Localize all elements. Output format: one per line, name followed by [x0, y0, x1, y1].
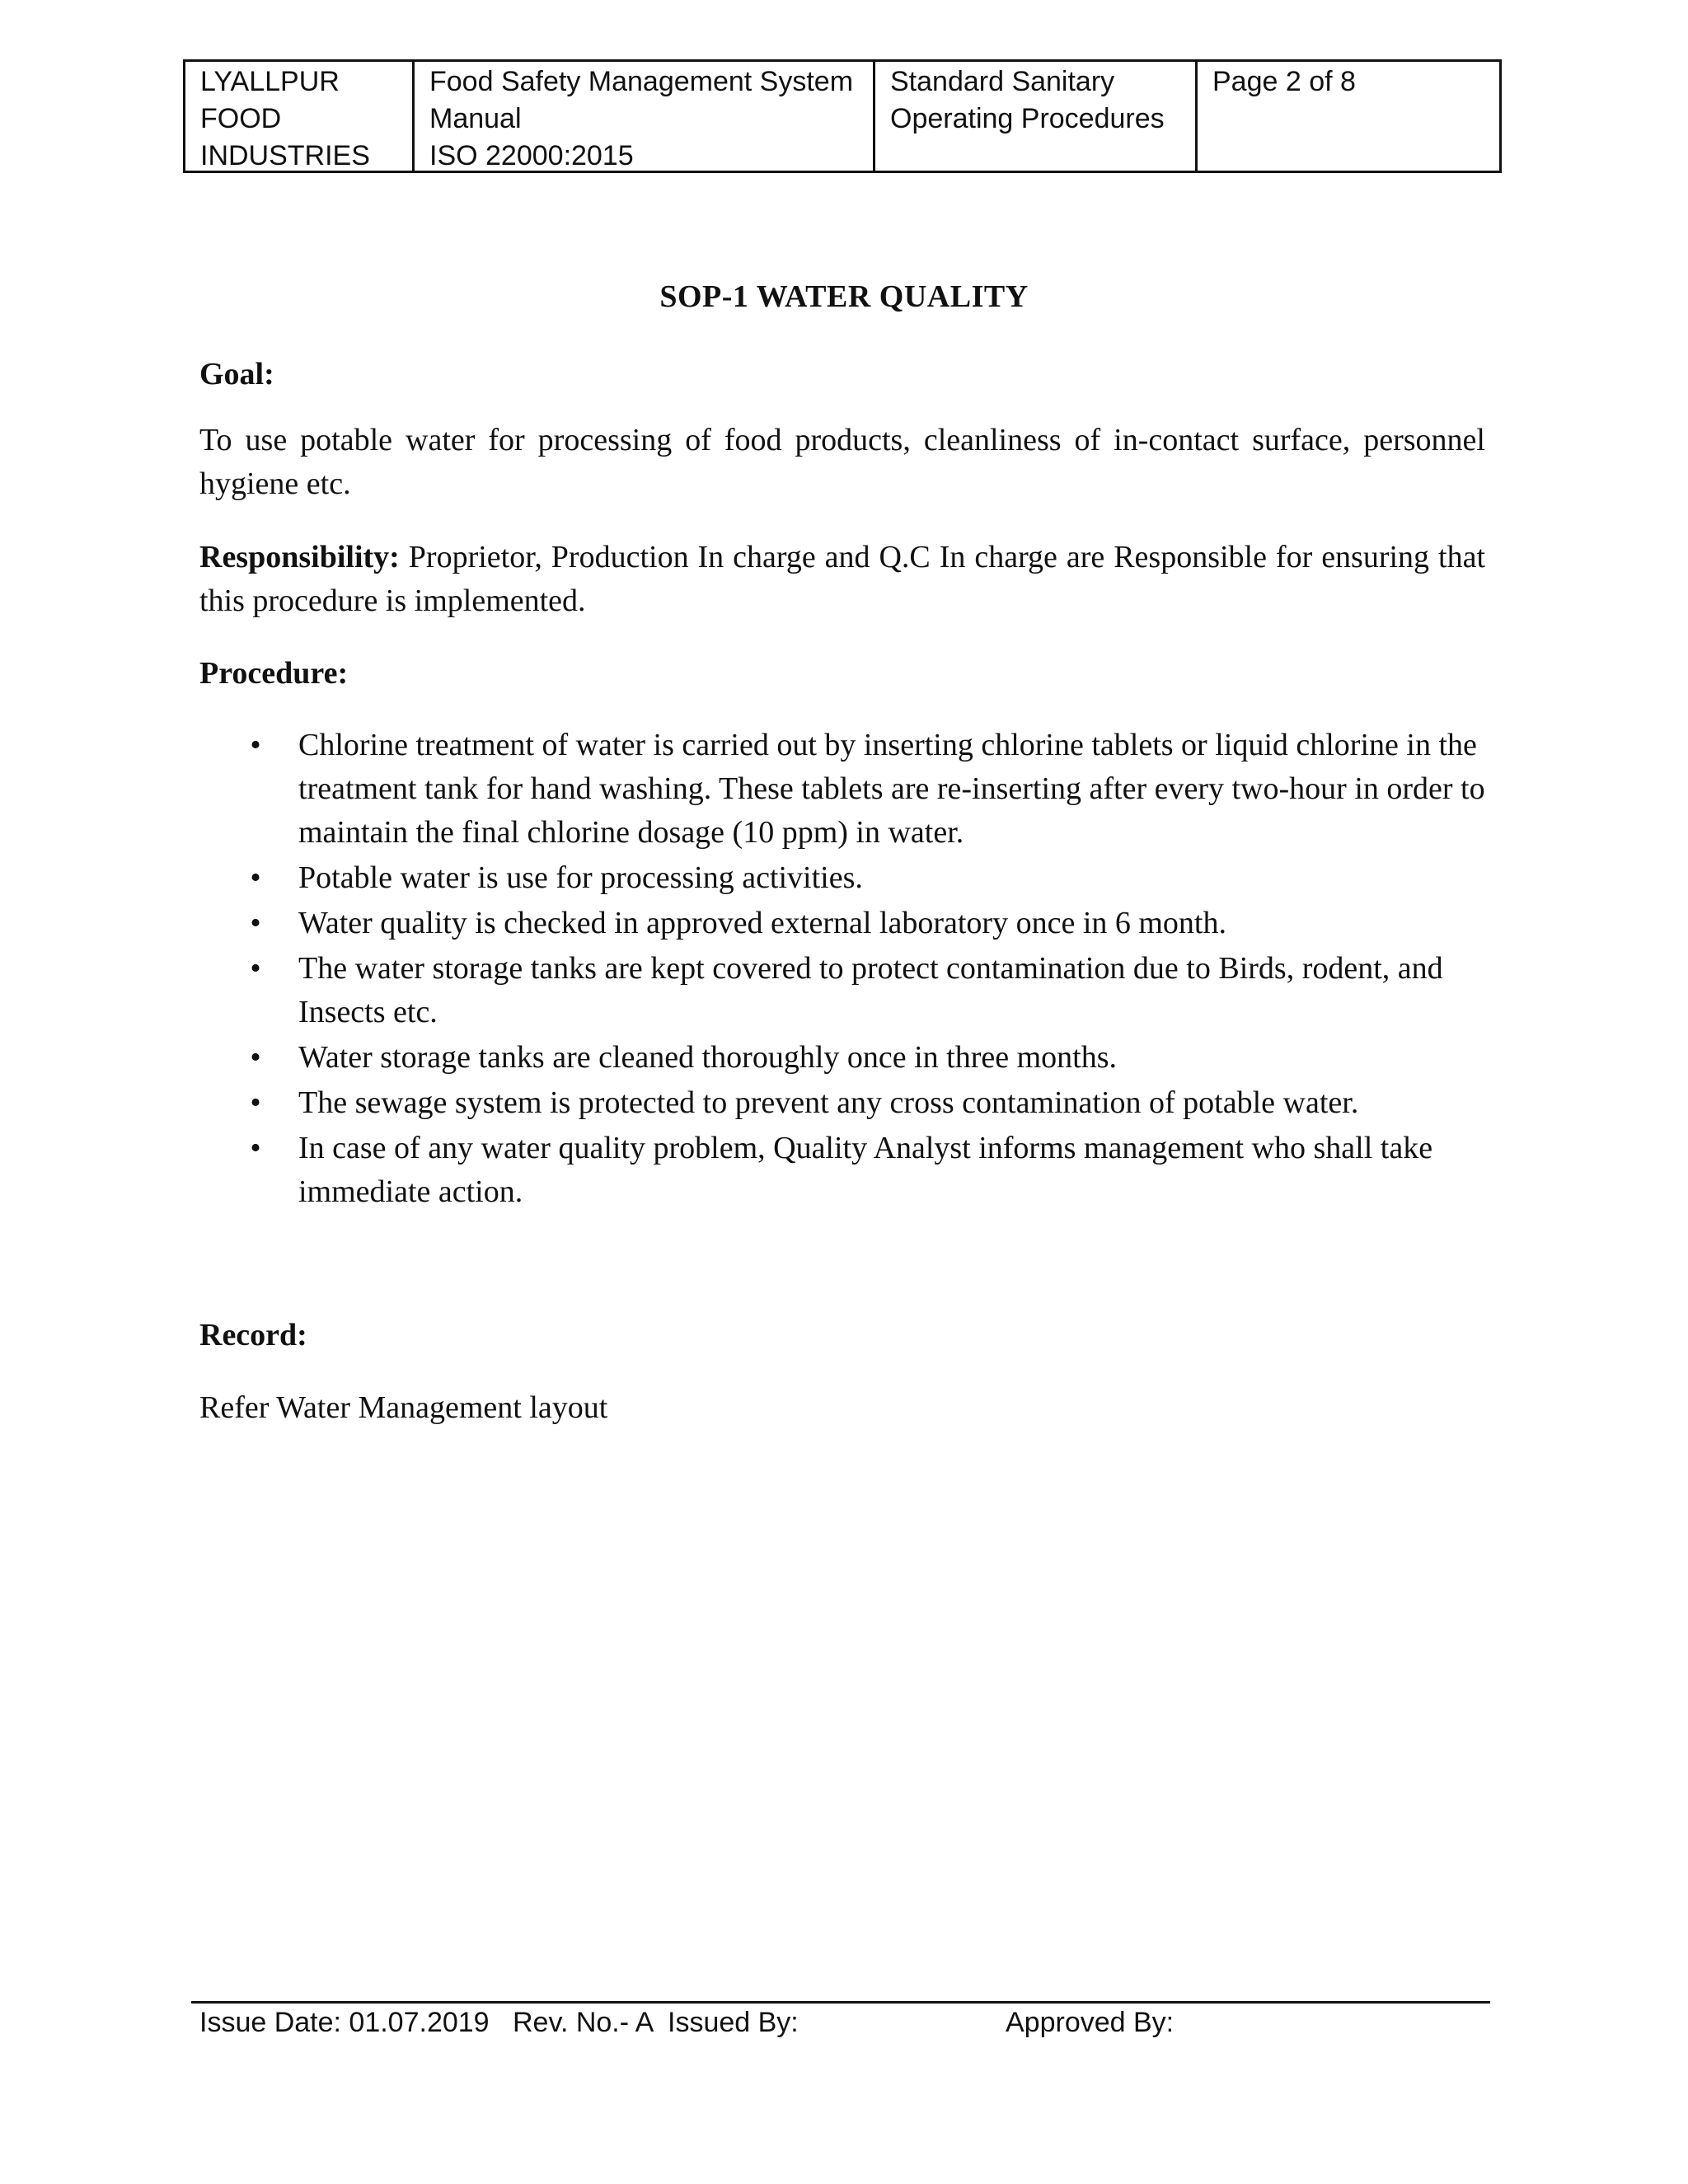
header-manual-line: Food Safety Management System: [429, 66, 854, 97]
procedure-step-text: Chlorine treatment of water is carried out by inserting chlorine tablets or liquid chlorine in the treatment tank for hand washing. These tablets are re-inserting after every two-hour in order to maintain the final chlorine dosage (10 ppm) in water.: [298, 728, 1485, 850]
page-number: Page 2 of 8: [1212, 66, 1356, 97]
goal-heading: Goal:: [199, 357, 274, 391]
goal-paragraph: To use potable water for processing of food products, cleanliness of in-contact surface, personnel hygiene etc.: [199, 423, 1485, 501]
header-section-cell: [873, 62, 1195, 171]
bullet-icon: •: [250, 860, 261, 895]
bullet-icon: •: [250, 728, 261, 762]
procedure-step-text: The sewage system is protected to prevent any cross contamination of potable water.: [298, 1085, 1359, 1120]
header-section-line: Standard Sanitary: [890, 66, 1115, 97]
responsibility-label: Responsibility:: [199, 540, 400, 574]
header-manual-line: ISO 22000:2015: [429, 140, 634, 171]
header-section-line: Operating Procedures: [890, 103, 1165, 134]
list-item: [199, 724, 1485, 855]
procedure-list: [199, 724, 1485, 1216]
bullet-icon: •: [250, 1085, 261, 1120]
responsibility-text: Proprietor, Production In charge and Q.C In charge are Responsible for ensuring that this procedure is implemented.: [199, 540, 1485, 618]
document-header-table: [183, 59, 1502, 173]
record-paragraph: Refer Water Management layout: [199, 1390, 608, 1425]
procedure-step-text: In case of any water quality problem, Quality Analyst informs management who shall take immediate action.: [298, 1131, 1433, 1209]
list-item: [199, 902, 1485, 945]
header-manual-cell: [412, 62, 873, 171]
procedure-step-text: Water quality is checked in approved external laboratory once in 6 month.: [298, 906, 1226, 940]
footer-divider: [191, 2001, 1490, 2004]
revision-number: Rev. No.- A: [513, 2007, 654, 2038]
bullet-icon: •: [250, 1040, 261, 1075]
procedure-step-text: The water storage tanks are kept covered to protect contamination due to Birds, rodent, and Insects etc.: [298, 951, 1443, 1029]
header-company-cell: [185, 62, 412, 171]
record-heading: Record:: [199, 1318, 307, 1352]
bullet-icon: •: [250, 1131, 261, 1165]
header-company-line: INDUSTRIES: [200, 140, 370, 171]
procedure-step-text: Potable water is use for processing activities.: [298, 860, 863, 895]
list-item: [199, 856, 1485, 900]
procedure-heading: Procedure:: [199, 656, 349, 691]
issue-date: Issue Date: 01.07.2019: [199, 2007, 490, 2038]
responsibility-paragraph: [199, 536, 1485, 623]
bullet-icon: •: [250, 951, 261, 986]
bullet-icon: •: [250, 906, 261, 940]
procedure-step-text: Water storage tanks are cleaned thoroughly once in three months.: [298, 1040, 1118, 1075]
issued-by-label: Issued By:: [668, 2007, 799, 2038]
list-item: [199, 947, 1485, 1034]
header-page-cell: [1195, 62, 1499, 171]
list-item: [199, 1127, 1485, 1214]
header-manual-line: Manual: [429, 103, 522, 134]
list-item: [199, 1081, 1485, 1125]
header-company-line: FOOD: [200, 103, 282, 134]
header-company-line: LYALLPUR: [200, 66, 340, 97]
list-item: [199, 1036, 1485, 1080]
document-title: SOP-1 WATER QUALITY: [659, 279, 1029, 314]
approved-by-label: Approved By:: [1006, 2007, 1175, 2038]
